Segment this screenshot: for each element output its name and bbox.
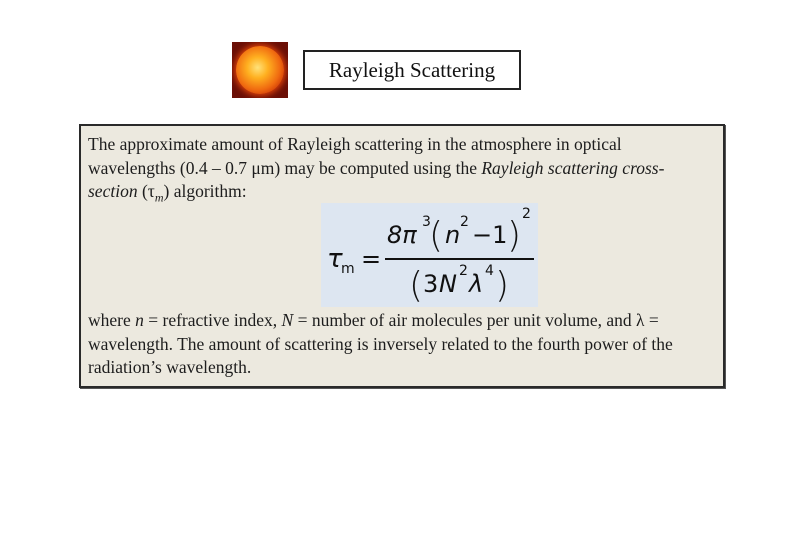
tau-symbol: τ (147, 181, 155, 201)
formula-lhs-sub: m (341, 261, 355, 277)
sun-disk (236, 46, 284, 94)
formula-num-outer-pow: 2 (522, 206, 531, 222)
formula-lhs-tau: τ (327, 244, 343, 274)
italic-term: Rayleigh scattering cross-section (88, 157, 665, 201)
intro-text-2: ) may be computed using the (274, 157, 482, 178)
lambda-symbol: λ (636, 310, 645, 330)
open-paren: ( (137, 181, 148, 201)
tau-subscript: m (154, 190, 164, 205)
formula-den-lambda-pow: 4 (485, 263, 494, 279)
formula-num-n: n (445, 221, 461, 249)
formula-num-coef: 8π (387, 221, 417, 249)
N-definition: = number of air molecules per unit volume, and (293, 310, 636, 330)
n-symbol: n (135, 310, 144, 330)
formula-num-n-pow: 2 (460, 214, 469, 230)
formula-den-three: 3 (423, 270, 439, 298)
n-definition: = refractive index, (143, 310, 282, 330)
formula-den-N: N (439, 270, 457, 298)
formula-num-close-paren: ) (507, 215, 522, 256)
N-symbol: N (281, 310, 294, 330)
formula-num-pow: 3 (422, 214, 431, 230)
content-box (79, 124, 725, 388)
slide-title (303, 50, 521, 90)
wavelength-range: 0.4 – 0.7 μm (185, 157, 275, 178)
lambda-definition: = wavelength. The amount of scattering is inversely related to the fourth power of the radiation’s wavelength. (88, 310, 673, 377)
where-text: where (88, 310, 136, 330)
intro-paragraph (88, 133, 713, 210)
rayleigh-formula (321, 203, 538, 307)
formula-den-close-paren: ) (495, 265, 510, 306)
formula-den-N-pow: 2 (459, 263, 468, 279)
definitions-paragraph (88, 309, 718, 380)
formula-den-lambda: λ (469, 270, 484, 298)
formula-equals: = (361, 245, 382, 273)
slide-title-text: Rayleigh Scattering (328, 57, 496, 82)
formula-num-open-paren: ( (429, 215, 444, 256)
intro-closing: ) algorithm: (163, 181, 247, 201)
formula-num-minus-one: −1 (472, 221, 508, 249)
sun-image (232, 42, 288, 98)
intro-text: The approximate amount of Rayleigh scattering in the atmosphere in optical wavelengths ( (88, 134, 622, 178)
formula-den-open-paren: ( (409, 265, 424, 306)
